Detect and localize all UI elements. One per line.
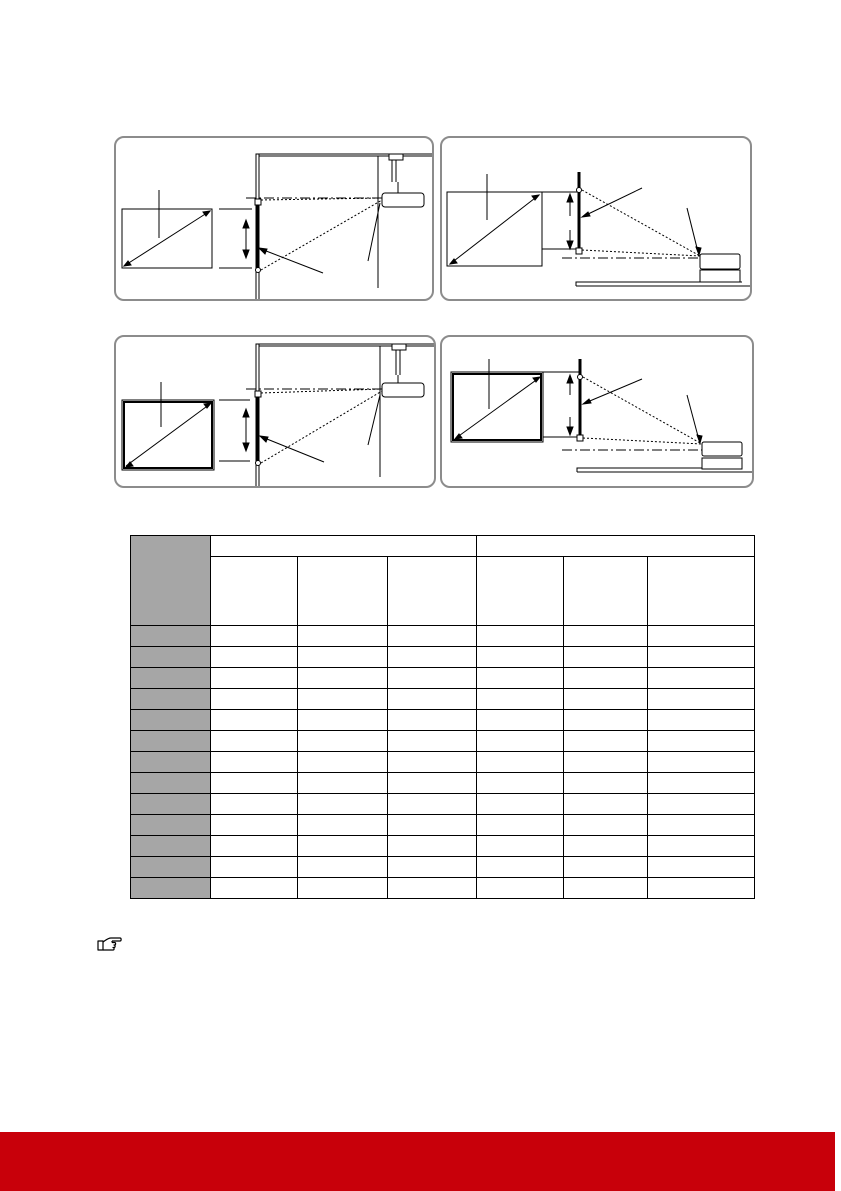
table-cell — [648, 878, 755, 899]
table-cell — [210, 857, 297, 878]
footer-edge — [835, 1132, 841, 1191]
table-cell — [564, 731, 648, 752]
row-header-cell — [131, 647, 211, 668]
table-cell — [210, 647, 297, 668]
row-header-cell — [131, 752, 211, 773]
table-cell — [387, 731, 477, 752]
projector — [382, 383, 424, 397]
table-cell — [387, 689, 477, 710]
table-cell — [387, 773, 477, 794]
row-header-cell — [131, 773, 211, 794]
table-cell — [210, 752, 297, 773]
table-group-header — [210, 536, 477, 557]
table-row — [131, 815, 755, 836]
table-cell — [564, 773, 648, 794]
table-cell — [387, 836, 477, 857]
projector — [702, 442, 742, 456]
table-cell — [477, 794, 564, 815]
table-cell — [297, 857, 387, 878]
table-cell — [477, 815, 564, 836]
table-cell — [210, 836, 297, 857]
table-cell — [297, 689, 387, 710]
table-row — [131, 668, 755, 689]
table-cell — [210, 626, 297, 647]
table-cell — [648, 815, 755, 836]
diagram-floor-mount-2 — [440, 335, 754, 488]
table-cell — [387, 668, 477, 689]
table-cell — [210, 668, 297, 689]
table-cell — [564, 836, 648, 857]
table-cell — [648, 731, 755, 752]
table-cell — [648, 836, 755, 857]
table-column-header — [210, 557, 297, 626]
table-cell — [648, 668, 755, 689]
table-body — [131, 626, 755, 899]
table-cell — [297, 773, 387, 794]
table-cell — [648, 794, 755, 815]
table-row — [131, 794, 755, 815]
table-row — [131, 857, 755, 878]
table-row — [131, 710, 755, 731]
row-header-cell — [131, 689, 211, 710]
row-header-cell — [131, 731, 211, 752]
table-cell — [648, 689, 755, 710]
table-cell — [648, 647, 755, 668]
projector — [382, 193, 424, 207]
diagram-ceiling-mount-1 — [114, 136, 434, 301]
table-cell — [564, 647, 648, 668]
row-header-cell — [131, 794, 211, 815]
table-cell — [477, 668, 564, 689]
table-column-header — [477, 557, 564, 626]
row-header-cell — [131, 878, 211, 899]
table-cell — [297, 815, 387, 836]
table-cell — [210, 794, 297, 815]
table-cell — [648, 710, 755, 731]
table-row — [131, 647, 755, 668]
table-row — [131, 689, 755, 710]
table-column-header — [564, 557, 648, 626]
table-cell — [477, 731, 564, 752]
table-cell — [387, 626, 477, 647]
table-cell — [210, 689, 297, 710]
table-cell — [210, 878, 297, 899]
table-cell — [210, 710, 297, 731]
table-cell — [387, 752, 477, 773]
projection-diagram — [442, 138, 752, 301]
table-cell — [210, 815, 297, 836]
table-corner-header — [131, 536, 211, 626]
table-cell — [210, 773, 297, 794]
table-column-header — [387, 557, 477, 626]
table-cell — [477, 878, 564, 899]
row-header-cell — [131, 710, 211, 731]
table-cell — [297, 878, 387, 899]
table-column-header — [297, 557, 387, 626]
table-cell — [648, 773, 755, 794]
table-group-header — [477, 536, 755, 557]
table-cell — [477, 857, 564, 878]
table-cell — [648, 857, 755, 878]
table-cell — [297, 794, 387, 815]
table-cell — [477, 647, 564, 668]
table-row — [131, 731, 755, 752]
table-cell — [477, 710, 564, 731]
table-row — [131, 773, 755, 794]
diagram-ceiling-mount-2 — [114, 335, 436, 488]
table-cell — [648, 626, 755, 647]
table-cell — [564, 878, 648, 899]
table-cell — [297, 836, 387, 857]
table-cell — [387, 647, 477, 668]
row-header-cell — [131, 668, 211, 689]
table-cell — [477, 773, 564, 794]
table-cell — [297, 647, 387, 668]
table-cell — [564, 626, 648, 647]
table-cell — [297, 731, 387, 752]
table-cell — [477, 752, 564, 773]
projection-diagram — [116, 138, 434, 301]
projector — [700, 254, 740, 269]
projection-diagram — [116, 337, 436, 488]
table-cell — [564, 752, 648, 773]
table-cell — [387, 815, 477, 836]
row-header-cell — [131, 815, 211, 836]
row-header-cell — [131, 836, 211, 857]
table-cell — [564, 710, 648, 731]
table-cell — [297, 752, 387, 773]
table-cell — [297, 668, 387, 689]
table-row — [131, 626, 755, 647]
table-cell — [564, 815, 648, 836]
table-cell — [387, 710, 477, 731]
table-cell — [297, 710, 387, 731]
footer-bar — [0, 1132, 841, 1191]
table-row — [131, 752, 755, 773]
table-cell — [477, 626, 564, 647]
diagram-floor-mount-1 — [440, 136, 752, 301]
table-cell — [564, 689, 648, 710]
table-cell — [387, 857, 477, 878]
table-cell — [210, 731, 297, 752]
table-cell — [387, 878, 477, 899]
pointing-hand-icon — [96, 935, 122, 953]
projection-diagram — [442, 337, 754, 488]
table-cell — [564, 857, 648, 878]
table-cell — [564, 794, 648, 815]
table-cell — [387, 794, 477, 815]
table-row — [131, 878, 755, 899]
table-cell — [564, 668, 648, 689]
projection-dimensions-table — [130, 535, 755, 899]
table-cell — [297, 626, 387, 647]
table-row — [131, 836, 755, 857]
table-cell — [477, 689, 564, 710]
table-cell — [477, 836, 564, 857]
table-cell — [648, 752, 755, 773]
table-column-header — [648, 557, 755, 626]
row-header-cell — [131, 857, 211, 878]
row-header-cell — [131, 626, 211, 647]
